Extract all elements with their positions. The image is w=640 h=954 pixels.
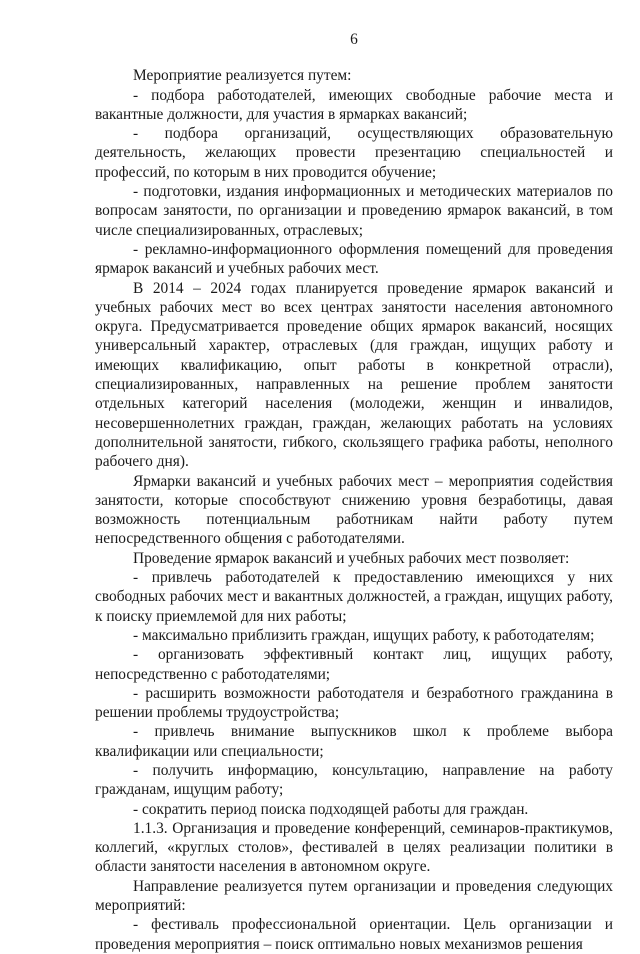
page-number: 6 [350, 31, 358, 48]
paragraph: - сократить период поиска подходящей работы для граждан. [133, 800, 529, 818]
paragraph: - привлечь внимание выпускников школ к проблеме выбора квалификации или специальности; [95, 723, 613, 760]
paragraph: - рекламно-информационного оформления помещений для проведения ярмарок вакансий и учебных рабочих мест. [95, 240, 613, 278]
paragraph: Направление реализуется путем организации и проведения следующих мероприятий: [95, 877, 613, 915]
paragraph: Ярмарки вакансий и учебных рабочих мест – мероприятия содействия занятости, которые способствуют снижению уровня безработицы, давая возможность потенциальным работникам найти работу путем непосредственного общения с работодателями. [95, 472, 613, 548]
paragraph: - подбора работодателей, имеющих свободные рабочие места и вакантные должности, для участия в ярмарках вакансий; [95, 86, 613, 123]
paragraph: - подбора организаций, осуществляющих образовательную деятельность, желающих провести презентацию специальностей и профессий, по которым в них проводится обучение; [95, 125, 613, 181]
paragraph: Мероприятие реализуется путем: [133, 67, 352, 85]
paragraph: 1.1.3. Организация и проведение конференций, семинаров-практикумов, коллегий, «круглых столов», фестивалей в целях реализации политики в области занятости населения в автономном округе. [95, 819, 613, 876]
paragraph: Проведение ярмарок вакансий и учебных рабочих мест позволяет: [133, 549, 570, 567]
paragraph: - расширить возможности работодателя и безработного гражданина в решении проблемы трудоустройства; [95, 684, 613, 722]
paragraph: - привлечь работодателей к предоставлению имеющихся у них свободных рабочих мест и вакантных должностей, а граждан, ищущих работу, к поиску приемлемой для них работы; [95, 569, 613, 625]
paragraph: В 2014 – 2024 годах планируется проведение ярмарок вакансий и учебных рабочих мест во всех центрах занятости населения автономного округа. Предусматривается проведение общих ярмарок вакансий, носящих универсальный характер, отраслевых (для граждан, ищущих работу и имеющих квалификацию, опыт работы в конкретной отрасли), специализированных, направленных на решение проблем занятости отдельных категорий населения (молодежи, женщин и инвалидов, несовершеннолетних граждан, граждан, желающих работать на условиях дополнительной занятости, гибкого, скользящего графика работы, неполного рабочего дня). [95, 279, 613, 471]
paragraph: - фестиваль профессиональной ориентации. Цель организации и проведения мероприятия – поиск оптимально новых механизмов решения [95, 916, 613, 953]
paragraph: - максимально приблизить граждан, ищущих работу, к работодателям; [133, 626, 595, 644]
paragraph: - подготовки, издания информационных и методических материалов по вопросам занятости, по организации и проведению ярмарок вакансий, в том числе специализированных, отраслевых; [95, 183, 613, 239]
paragraph: - получить информацию, консультацию, направление на работу гражданам, ищущим работу; [95, 761, 613, 799]
document-page [95, 30, 613, 954]
paragraph: - организовать эффективный контакт лиц, ищущих работу, непосредственно с работодателями; [95, 646, 613, 683]
